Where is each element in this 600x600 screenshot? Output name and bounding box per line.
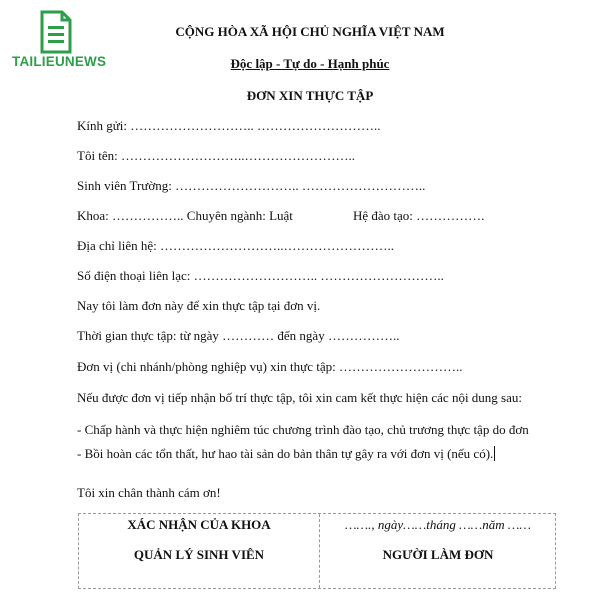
text-cursor: [494, 446, 495, 461]
line-so-dien-thoai: Số điện thoại liên lạc: ……………………….. ………………………..: [77, 268, 444, 283]
sig-date-line: ……., ngày……tháng ……năm ……: [345, 517, 531, 532]
logo-text: TAILIEUNEWS: [12, 54, 107, 69]
signature-table: [78, 513, 556, 589]
sig-right-title: NGƯỜI LÀM ĐƠN: [382, 547, 494, 562]
motto: Độc lập - Tự do - Hạnh phúc: [230, 56, 390, 71]
line-truong: Sinh viên Trường: ……………………….. ………………………..: [77, 178, 426, 193]
line-cam-ket-2: - Bồi hoàn các tổn thất, hư hao tài sản do bản thân tự gây ra với đơn vị (nếu có).: [77, 446, 494, 461]
line-thoi-gian: Thời gian thực tập: từ ngày ………… đến ngày ……………..: [77, 328, 400, 343]
line-he-dao-tao: Hệ đào tạo: …………….: [353, 208, 485, 223]
line-nay-toi: Nay tôi làm đơn này để xin thực tập tại đơn vị.: [77, 298, 321, 313]
sig-left-line2: QUẢN LÝ SINH VIÊN: [133, 547, 265, 562]
line-cam-ket-1: - Chấp hành và thực hiện nghiêm túc chương trình đào tạo, chủ trương thực tập do đơn: [77, 422, 529, 437]
sig-left-line1: XÁC NHẬN CỦA KHOA: [127, 517, 271, 532]
line-kinh-gui: Kính gửi: ……………………….. ………………………..: [77, 118, 381, 133]
national-name: CỘNG HÒA XÃ HỘI CHỦ NGHĨA VIỆT NAM: [175, 24, 445, 39]
line-don-vi: Đơn vị (chi nhánh/phòng nghiệp vụ) xin thực tập: ………………………..: [77, 359, 463, 374]
page-title: ĐƠN XIN THỰC TẬP: [246, 88, 374, 103]
line-dia-chi: Địa chỉ liên hệ: ………………………..……………………..: [77, 238, 395, 253]
line-neu-duoc: Nếu được đơn vị tiếp nhận bố trí thực tập, tôi xin cam kết thực hiện các nội dung sau:: [77, 390, 523, 405]
line-khoa: Khoa: …………….. Chuyên ngành: Luật: [77, 208, 293, 223]
line-cam-on: Tôi xin chân thành cám ơn!: [77, 485, 221, 500]
line-toi-ten: Tôi tên: ………………………..……………………..: [77, 148, 356, 163]
